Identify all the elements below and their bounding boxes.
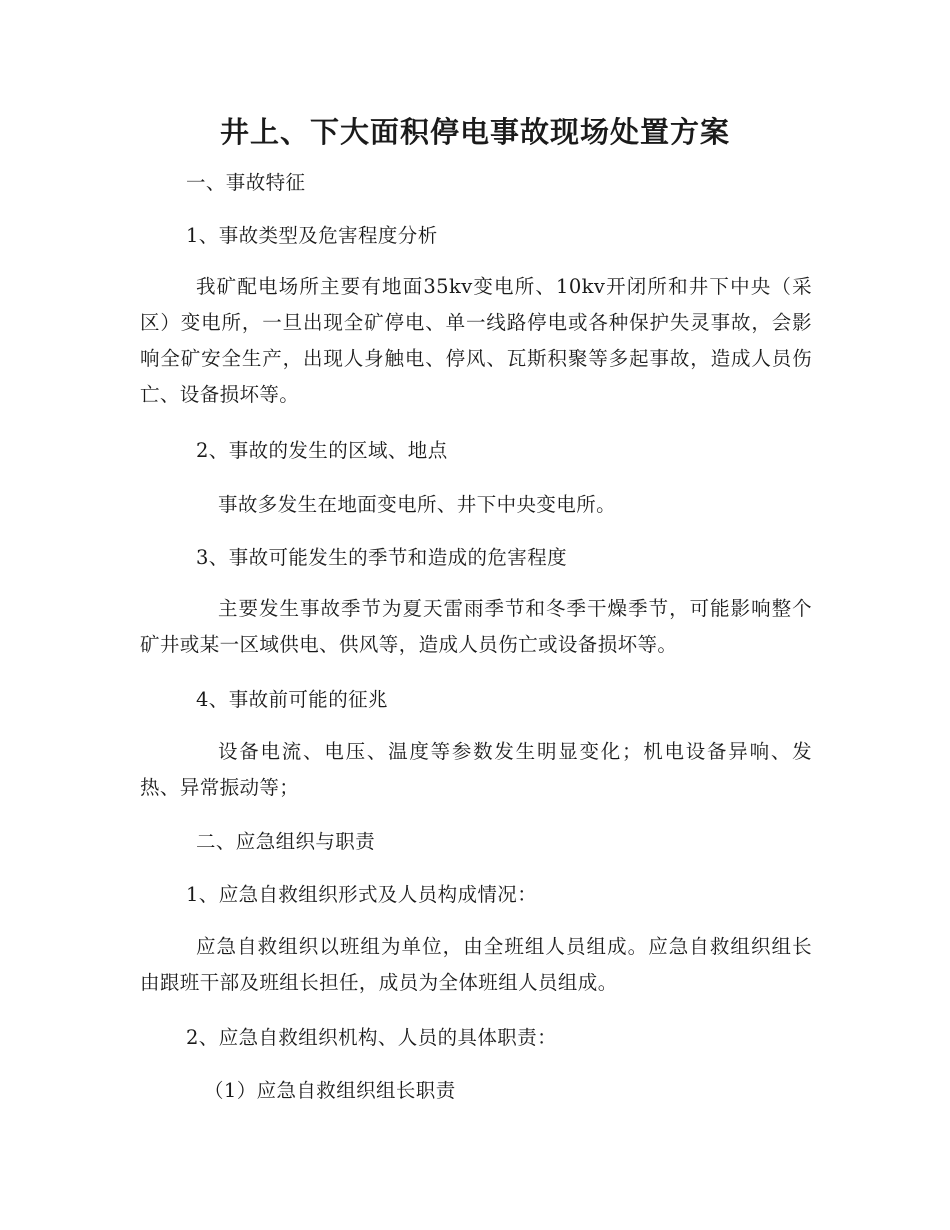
subheading-organization-duties: 2、应急自救组织机构、人员的具体职责： (186, 1026, 558, 1049)
subheading-accident-signs: 4、事故前可能的征兆 (196, 688, 388, 711)
paragraph-organization-form: 应急自救组织以班组为单位，由全班组人员组成。应急自救组织组长由跟班干部及班组长担任，成员为全体班组人员组成。 (140, 935, 812, 994)
paragraph-accident-area: 事故多发生在地面变电所、井下中央变电所。 (218, 493, 617, 516)
subheading-leader-duties: （1）应急自救组织组长职责 (204, 1079, 456, 1102)
paragraph-accident-season: 主要发生事故季节为夏天雷雨季节和冬季干燥季节，可能影响整个矿井或某一区域供电、供风等，造成人员伤亡或设备损坏等。 (140, 597, 812, 656)
subheading-accident-area: 2、事故的发生的区域、地点 (196, 439, 448, 462)
document-title: 井上、下大面积停电事故现场处置方案 (219, 115, 730, 149)
section-heading-emergency-organization: 二、应急组织与职责 (196, 830, 376, 853)
paragraph-accident-signs: 设备电流、电压、温度等参数发生明显变化；机电设备异响、发热、异常振动等； (140, 740, 812, 799)
paragraph-accident-types: 我矿配电场所主要有地面35kv变电所、10kv开闭所和井下中央（采区）变电所，一旦出现全矿停电、单一线路停电或各种保护失灵事故，会影响全矿安全生产，出现人身触电、停风、瓦斯积聚等多起事故，造成人员伤亡、设备损坏等。 (140, 275, 812, 406)
subheading-accident-types: 1、事故类型及危害程度分析 (186, 224, 438, 247)
section-heading-accident-features: 一、事故特征 (186, 171, 306, 194)
subheading-organization-form: 1、应急自救组织形式及人员构成情况： (186, 883, 538, 906)
subheading-accident-season: 3、事故可能发生的季节和造成的危害程度 (196, 546, 568, 569)
